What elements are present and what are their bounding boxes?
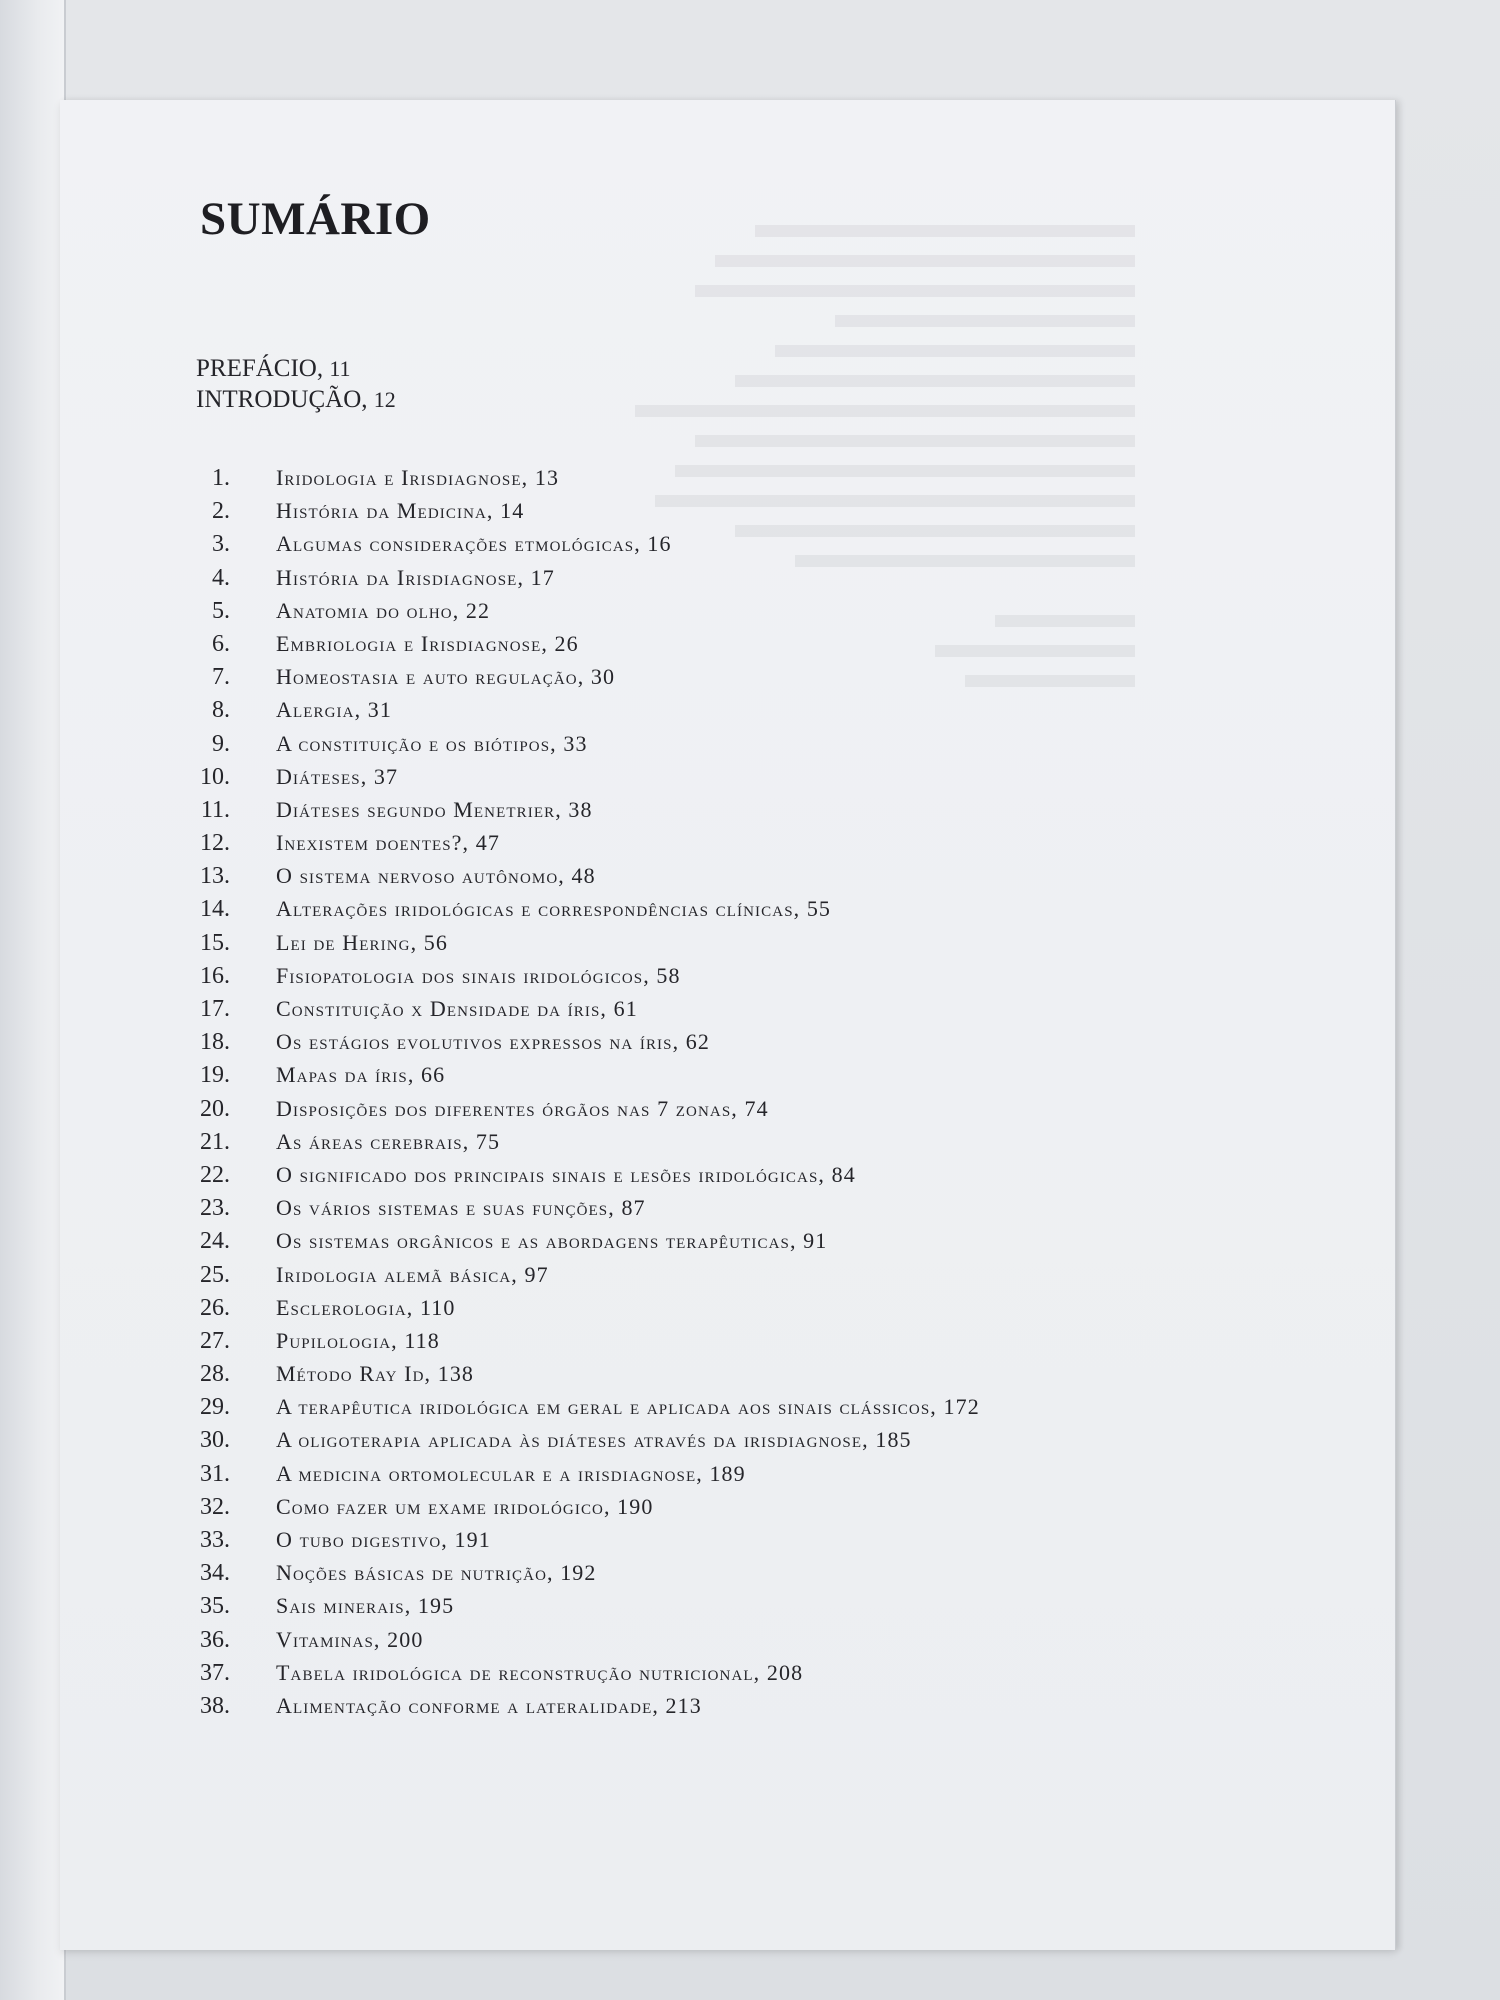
- front-matter-item-prefacio: PREFÁCIO, 11: [196, 355, 351, 382]
- front-matter: [196, 353, 396, 415]
- toc-entry-title: Sais minerais, 195: [276, 1593, 455, 1619]
- toc-entry: [178, 830, 1278, 863]
- book-page: [60, 100, 1396, 1950]
- toc-entry-number: 31.: [200, 1460, 230, 1487]
- toc-entry-number: 25.: [200, 1261, 230, 1288]
- toc-entry: [178, 1328, 1278, 1361]
- toc-entry-title: Iridologia e Irisdiagnose, 13: [276, 465, 560, 490]
- toc-entry-number: 32.: [200, 1493, 230, 1520]
- toc-entry-title: As áreas cerebrais, 75: [276, 1128, 501, 1154]
- toc-entry-number: 3.: [212, 531, 230, 558]
- toc-entry: [178, 1394, 1278, 1427]
- toc-entry-number: 20.: [200, 1095, 230, 1122]
- toc-entry-title: Alterações iridológicas e correspondências clínicas, 55: [276, 896, 832, 922]
- toc-entry-title: Diáteses segundo Menetrier, 38: [276, 796, 593, 822]
- toc-entry: [178, 498, 1278, 531]
- toc-entry: [178, 1262, 1278, 1295]
- toc-entry-number: 5.: [212, 597, 230, 624]
- toc-entry-number: 21.: [200, 1128, 230, 1155]
- toc-entry-title: Constituição x Densidade da íris, 61: [276, 996, 638, 1021]
- toc-entry-title: A terapêutica iridológica em geral e aplicada aos sinais clássicos, 172: [276, 1394, 980, 1420]
- toc-entry-title: História da Irisdiagnose, 17: [276, 564, 555, 590]
- front-matter-page: 11: [329, 356, 351, 381]
- toc-entry-number: 7.: [212, 664, 230, 691]
- toc-entry-number: 33.: [200, 1527, 230, 1553]
- toc-entry-number: 38.: [200, 1692, 230, 1719]
- toc-entry-number: 14.: [200, 896, 230, 923]
- toc-entry-title: O significado dos principais sinais e lesões iridológicas, 84: [276, 1161, 856, 1187]
- toc-entry-number: 35.: [200, 1593, 230, 1620]
- toc-entry-title: Método Ray Id, 138: [276, 1361, 475, 1387]
- toc-entry-title: Algumas considerações etmológicas, 16: [276, 531, 672, 557]
- toc-entry: [178, 863, 1278, 896]
- toc-entry: [178, 1295, 1278, 1328]
- toc-entry-title: Os sistemas orgânicos e as abordagens terapêuticas, 91: [276, 1228, 828, 1254]
- toc-entry-title: A medicina ortomolecular e a irisdiagnose, 189: [276, 1460, 746, 1486]
- toc-entry-title: Os estágios evolutivos expressos na íris, 62: [276, 1029, 710, 1055]
- toc-entry-title: Lei de Hering, 56: [276, 929, 449, 955]
- toc-entry-title: A oligoterapia aplicada às diáteses através da irisdiagnose, 185: [276, 1427, 912, 1453]
- table-of-contents: [178, 465, 1278, 1726]
- toc-entry-title: Anatomia do olho, 22: [276, 597, 491, 623]
- toc-entry-number: 22.: [200, 1161, 230, 1188]
- toc-entry: [178, 664, 1278, 697]
- toc-entry-number: 12.: [200, 830, 230, 857]
- front-matter-label: PREFÁCIO: [196, 355, 317, 382]
- toc-entry: [178, 731, 1278, 764]
- toc-entry-number: 19.: [200, 1062, 230, 1089]
- toc-entry-number: 9.: [212, 730, 230, 757]
- toc-entry: [178, 1560, 1278, 1593]
- toc-entry: [178, 1627, 1278, 1660]
- toc-entry-title: Os vários sistemas e suas funções, 87: [276, 1195, 646, 1221]
- toc-entry-number: 6.: [212, 630, 230, 657]
- toc-entry-title: Pupilologia, 118: [276, 1327, 440, 1353]
- toc-entry: [178, 565, 1278, 598]
- toc-entry-title: Tabela iridológica de reconstrução nutricional, 208: [276, 1659, 804, 1685]
- toc-entry-title: Vitaminas, 200: [276, 1626, 424, 1652]
- toc-entry-number: 8.: [212, 697, 230, 724]
- toc-entry-number: 34.: [200, 1560, 230, 1587]
- toc-entry-title: Noções básicas de nutrição, 192: [276, 1560, 597, 1586]
- toc-entry: [178, 1527, 1278, 1560]
- toc-entry: [178, 598, 1278, 631]
- toc-entry-number: 23.: [200, 1195, 230, 1222]
- toc-entry-title: Esclerologia, 110: [276, 1294, 456, 1320]
- toc-entry-number: 26.: [200, 1294, 230, 1321]
- toc-entry-number: 18.: [200, 1029, 230, 1056]
- toc-entry-title: Inexistem doentes?, 47: [276, 830, 500, 856]
- toc-entry-title: Alimentação conforme a lateralidade, 213: [276, 1692, 702, 1718]
- toc-entry-title: Iridologia alemã básica, 97: [276, 1261, 549, 1287]
- toc-entry: [178, 896, 1278, 929]
- toc-entry-number: 2.: [212, 498, 230, 525]
- toc-entry-number: 29.: [200, 1394, 230, 1421]
- toc-entry-number: 10.: [200, 763, 230, 790]
- toc-entry: [178, 1129, 1278, 1162]
- toc-entry-title: Disposições dos diferentes órgãos nas 7 zonas, 74: [276, 1095, 769, 1121]
- page-title: SUMÁRIO: [200, 193, 431, 245]
- front-matter-page: 12: [373, 387, 396, 412]
- toc-entry: [178, 1062, 1278, 1095]
- toc-entry: [178, 1660, 1278, 1693]
- toc-entry: [178, 1427, 1278, 1460]
- toc-entry: [178, 764, 1278, 797]
- toc-entry-title: Homeostasia e auto regulação, 30: [276, 664, 616, 690]
- toc-entry: [178, 930, 1278, 963]
- toc-entry-title: História da Medicina, 14: [276, 498, 525, 524]
- toc-entry-title: Alergia, 31: [276, 697, 392, 723]
- toc-entry-number: 37.: [200, 1659, 230, 1686]
- left-page-edge: [0, 0, 66, 2000]
- toc-entry: [178, 465, 1278, 498]
- toc-entry-number: 13.: [200, 863, 230, 890]
- toc-entry-title: O sistema nervoso autônomo, 48: [276, 863, 596, 889]
- toc-entry: [178, 797, 1278, 830]
- toc-entry-number: 1.: [212, 465, 230, 491]
- toc-entry: [178, 963, 1278, 996]
- toc-entry-title: A constituição e os biótipos, 33: [276, 730, 588, 756]
- toc-entry: [178, 1494, 1278, 1527]
- toc-entry: [178, 1162, 1278, 1195]
- toc-entry-title: Como fazer um exame iridológico, 190: [276, 1493, 654, 1519]
- toc-entry-number: 16.: [200, 962, 230, 989]
- toc-entry: [178, 1096, 1278, 1129]
- toc-entry-title: Embriologia e Irisdiagnose, 26: [276, 630, 579, 656]
- toc-entry: [178, 1228, 1278, 1261]
- toc-entry-title: Fisiopatologia dos sinais iridológicos, 58: [276, 962, 681, 988]
- toc-entry: [178, 1693, 1278, 1726]
- toc-entry-number: 24.: [200, 1228, 230, 1255]
- toc-entry-title: O tubo digestivo, 191: [276, 1527, 491, 1552]
- toc-entry: [178, 996, 1278, 1029]
- toc-entry: [178, 697, 1278, 730]
- toc-entry: [178, 1195, 1278, 1228]
- toc-entry-number: 28.: [200, 1361, 230, 1388]
- toc-entry-title: Mapas da íris, 66: [276, 1062, 446, 1088]
- toc-entry-number: 36.: [200, 1626, 230, 1653]
- toc-entry: [178, 1593, 1278, 1626]
- toc-entry-number: 11.: [200, 796, 230, 823]
- toc-entry-number: 27.: [200, 1327, 230, 1354]
- toc-entry-title: Diáteses, 37: [276, 763, 399, 789]
- toc-entry-number: 17.: [200, 996, 230, 1022]
- toc-entry: [178, 531, 1278, 564]
- toc-entry-number: 30.: [200, 1427, 230, 1454]
- toc-entry: [178, 1461, 1278, 1494]
- toc-entry: [178, 1029, 1278, 1062]
- front-matter-label: INTRODUÇÃO: [196, 386, 362, 413]
- front-matter-item-introducao: INTRODUÇÃO, 12: [196, 386, 396, 413]
- toc-entry-number: 4.: [212, 564, 230, 591]
- toc-entry-number: 15.: [200, 929, 230, 956]
- toc-entry: [178, 1361, 1278, 1394]
- toc-entry: [178, 631, 1278, 664]
